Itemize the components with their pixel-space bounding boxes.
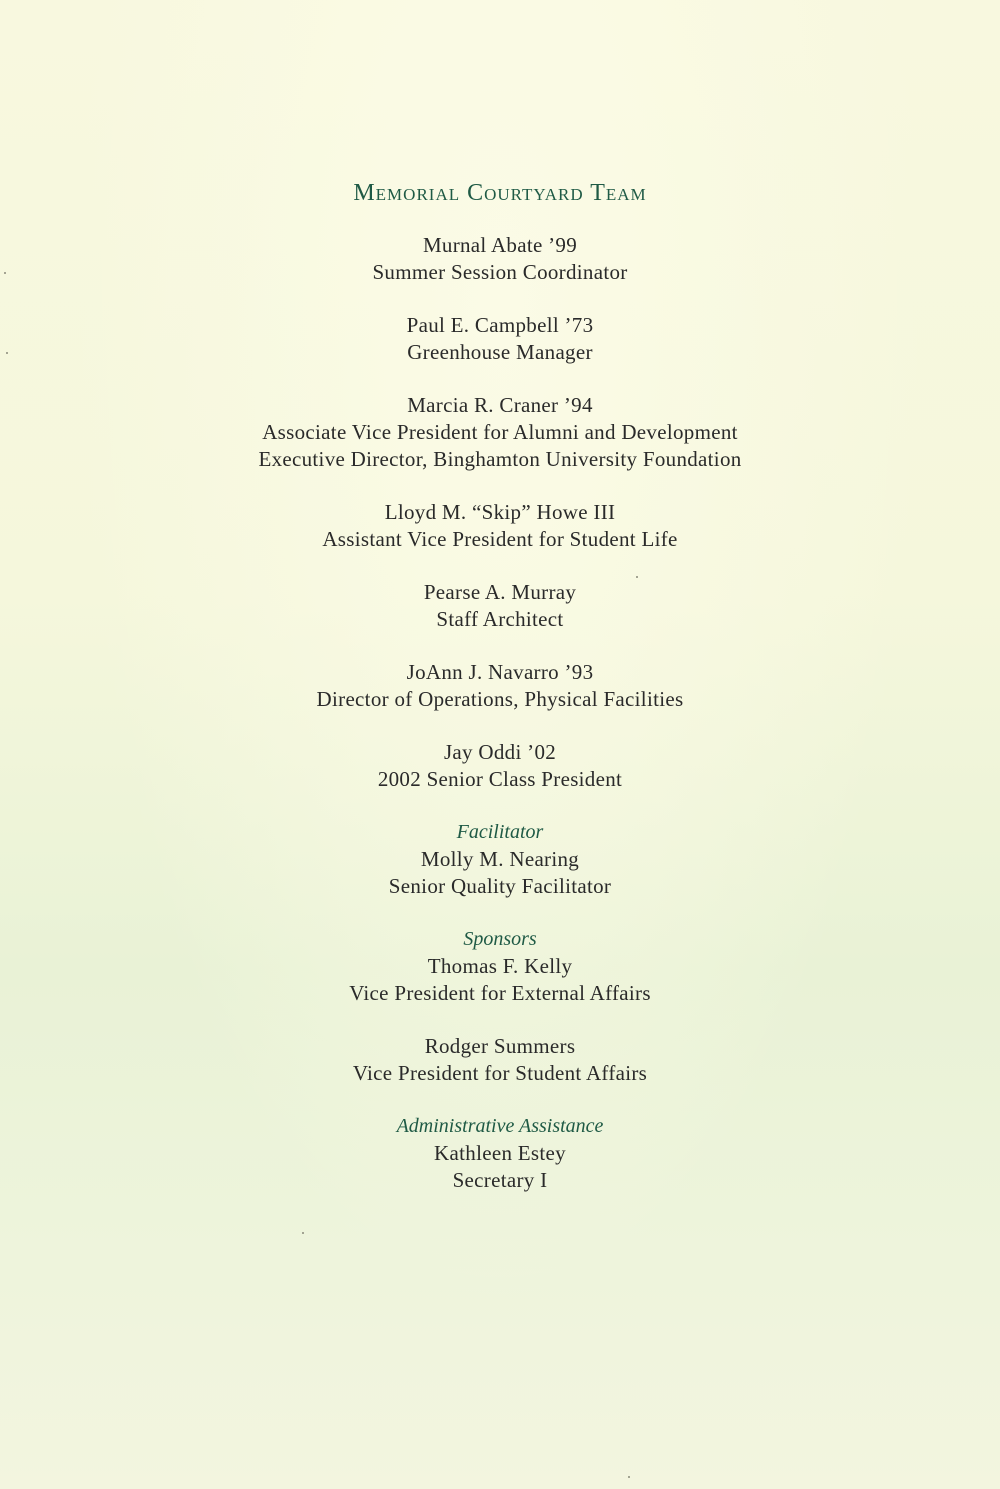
facilitator-heading: Facilitator	[456, 821, 544, 843]
team-member-craner	[0, 392, 1000, 473]
member-name: JoAnn J. Navarro ’93	[406, 660, 594, 684]
member-name: Marcia R. Craner ’94	[407, 393, 593, 417]
member-name: Kathleen Estey	[434, 1141, 566, 1165]
member-name: Lloyd M. “Skip” Howe III	[384, 500, 616, 524]
member-title: Summer Session Coordinator	[372, 260, 628, 284]
member-title: 2002 Senior Class President	[377, 767, 623, 791]
member-name: Thomas F. Kelly	[427, 954, 573, 978]
team-member-howe	[0, 499, 1000, 553]
team-member-oddi	[0, 739, 1000, 793]
paper-speck	[302, 1232, 304, 1234]
administrative-section	[0, 1113, 1000, 1194]
member-title: Vice President for Student Affairs	[352, 1061, 648, 1085]
member-title: Assistant Vice President for Student Life	[322, 527, 678, 551]
member-title: Associate Vice President for Alumni and Development	[262, 420, 738, 444]
sponsor-summers	[0, 1033, 1000, 1087]
member-title: Secretary I	[452, 1168, 548, 1192]
member-name: Pearse A. Murray	[423, 580, 577, 604]
administrative-heading: Administrative Assistance	[396, 1115, 604, 1137]
member-name: Rodger Summers	[424, 1034, 576, 1058]
page-title: Memorial Courtyard Team	[353, 180, 647, 206]
paper-speck	[628, 1476, 630, 1478]
paper-speck	[636, 576, 638, 578]
member-title: Staff Architect	[436, 607, 564, 631]
member-title: Senior Quality Facilitator	[388, 874, 612, 898]
member-name: Jay Oddi ’02	[443, 740, 557, 764]
paper-speck	[6, 352, 8, 354]
member-title: Greenhouse Manager	[407, 340, 593, 364]
team-listing	[0, 176, 1000, 1220]
member-title: Director of Operations, Physical Facilities	[316, 687, 684, 711]
team-member-navarro	[0, 659, 1000, 713]
sponsors-heading: Sponsors	[463, 928, 537, 950]
team-member-murray	[0, 579, 1000, 633]
team-member-campbell	[0, 312, 1000, 366]
sponsor-kelly	[0, 926, 1000, 1007]
member-title: Vice President for External Affairs	[349, 981, 651, 1005]
member-name: Paul E. Campbell ’73	[406, 313, 594, 337]
paper-speck	[4, 272, 6, 274]
facilitator-section	[0, 819, 1000, 900]
member-title: Executive Director, Binghamton University Foundation	[258, 447, 742, 471]
member-name: Murnal Abate ’99	[422, 233, 578, 257]
team-member-abate	[0, 232, 1000, 286]
member-name: Molly M. Nearing	[420, 847, 580, 871]
